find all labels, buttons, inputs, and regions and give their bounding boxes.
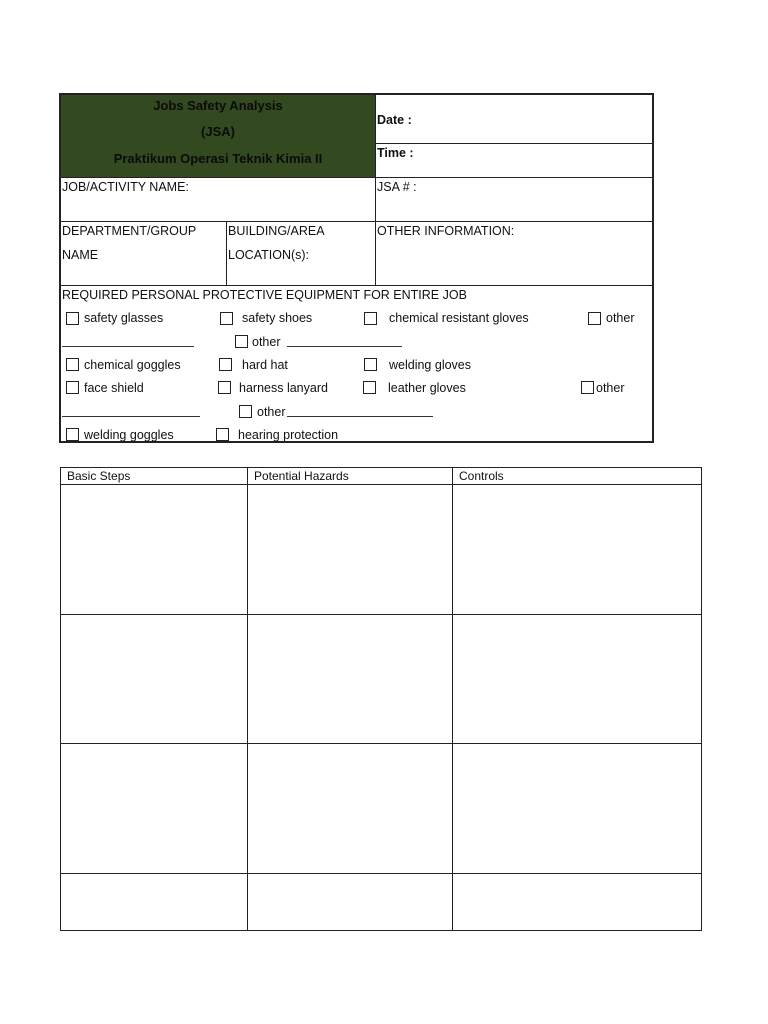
divider	[61, 221, 654, 222]
department-label-2: NAME	[62, 248, 99, 262]
form-title-block	[61, 95, 376, 177]
table-row-divider	[61, 484, 701, 485]
safety-shoes-label: safety shoes	[242, 311, 313, 325]
other-1-checkbox[interactable]	[588, 312, 601, 325]
hard-hat-checkbox[interactable]	[219, 358, 232, 371]
other-1-write-in-line[interactable]	[62, 346, 194, 347]
column-header-potential-hazards: Potential Hazards	[254, 469, 349, 483]
basic-steps-cell[interactable]	[63, 876, 245, 928]
safety-glasses-label: safety glasses	[84, 311, 164, 325]
column-header-basic-steps: Basic Steps	[67, 469, 131, 483]
controls-cell[interactable]	[455, 746, 699, 871]
other-4-checkbox[interactable]	[239, 405, 252, 418]
potential-hazards-cell[interactable]	[250, 746, 450, 871]
chemical-resistant-gloves-label: chemical resistant gloves	[389, 311, 529, 325]
table-column-divider	[247, 468, 248, 930]
controls-cell[interactable]	[455, 487, 699, 612]
job-activity-field[interactable]	[63, 195, 371, 219]
other-2-checkbox[interactable]	[235, 335, 248, 348]
potential-hazards-cell[interactable]	[250, 876, 450, 928]
other-2-write-in-line[interactable]	[287, 346, 402, 347]
other-3-checkbox[interactable]	[581, 381, 594, 394]
basic-steps-cell[interactable]	[63, 487, 245, 612]
leather-gloves-label: leather gloves	[388, 381, 466, 395]
other-information-field[interactable]	[379, 240, 649, 282]
chemical-resistant-gloves-checkbox[interactable]	[364, 312, 377, 325]
other-4-label: other	[257, 405, 286, 419]
table-row-divider	[61, 873, 701, 874]
divider	[375, 177, 376, 285]
other-3-write-in-line[interactable]	[62, 416, 200, 417]
welding-gloves-label: welding gloves	[389, 358, 471, 372]
building-label: BUILDING/AREA	[228, 224, 325, 238]
hearing-protection-checkbox[interactable]	[216, 428, 229, 441]
job-activity-label: JOB/ACTIVITY NAME:	[62, 180, 189, 194]
table-row-divider	[61, 614, 701, 615]
basic-steps-cell[interactable]	[63, 746, 245, 871]
divider	[61, 177, 654, 178]
face-shield-checkbox[interactable]	[66, 381, 79, 394]
other-4-write-in-line[interactable]	[287, 416, 433, 417]
department-label: DEPARTMENT/GROUP	[62, 224, 197, 238]
safety-glasses-checkbox[interactable]	[66, 312, 79, 325]
form-subtitle: Praktikum Operasi Teknik Kimia II	[113, 151, 323, 166]
form-title-abbrev: (JSA)	[201, 124, 235, 139]
divider	[226, 221, 227, 285]
form-title: Jobs Safety Analysis	[153, 98, 283, 113]
table-column-divider	[452, 468, 453, 930]
other-3-label: other	[596, 381, 625, 395]
potential-hazards-cell[interactable]	[250, 617, 450, 741]
harness-lanyard-label: harness lanyard	[239, 381, 328, 395]
hearing-protection-label: hearing protection	[238, 428, 339, 442]
potential-hazards-cell[interactable]	[250, 487, 450, 612]
face-shield-label: face shield	[84, 381, 144, 395]
other-information-label: OTHER INFORMATION:	[377, 224, 515, 238]
controls-cell[interactable]	[455, 617, 699, 741]
time-label: Time :	[377, 146, 414, 160]
other-1-label: other	[606, 311, 635, 325]
controls-cell[interactable]	[455, 876, 699, 928]
divider	[61, 285, 654, 286]
leather-gloves-checkbox[interactable]	[363, 381, 376, 394]
column-header-controls: Controls	[459, 469, 504, 483]
hazard-analysis-table	[60, 467, 702, 931]
date-field[interactable]	[391, 99, 651, 139]
ppe-heading: REQUIRED PERSONAL PROTECTIVE EQUIPMENT FOR ENTIRE JOB	[62, 288, 467, 302]
hard-hat-label: hard hat	[242, 358, 288, 372]
harness-lanyard-checkbox[interactable]	[218, 381, 231, 394]
date-label: Date :	[377, 113, 412, 127]
basic-steps-cell[interactable]	[63, 617, 245, 741]
chemical-goggles-checkbox[interactable]	[66, 358, 79, 371]
safety-shoes-checkbox[interactable]	[220, 312, 233, 325]
jsa-form	[59, 93, 654, 443]
time-field[interactable]	[391, 145, 651, 175]
chemical-goggles-label: chemical goggles	[84, 358, 181, 372]
welding-gloves-checkbox[interactable]	[364, 358, 377, 371]
jsa-number-label: JSA # :	[377, 180, 417, 194]
jsa-number-field[interactable]	[379, 195, 649, 219]
table-row-divider	[61, 743, 701, 744]
building-label-2: LOCATION(s):	[228, 248, 310, 262]
date-time-divider	[375, 143, 654, 144]
welding-goggles-checkbox[interactable]	[66, 428, 79, 441]
other-2-label: other	[252, 335, 281, 349]
welding-goggles-label: welding goggles	[84, 428, 174, 442]
